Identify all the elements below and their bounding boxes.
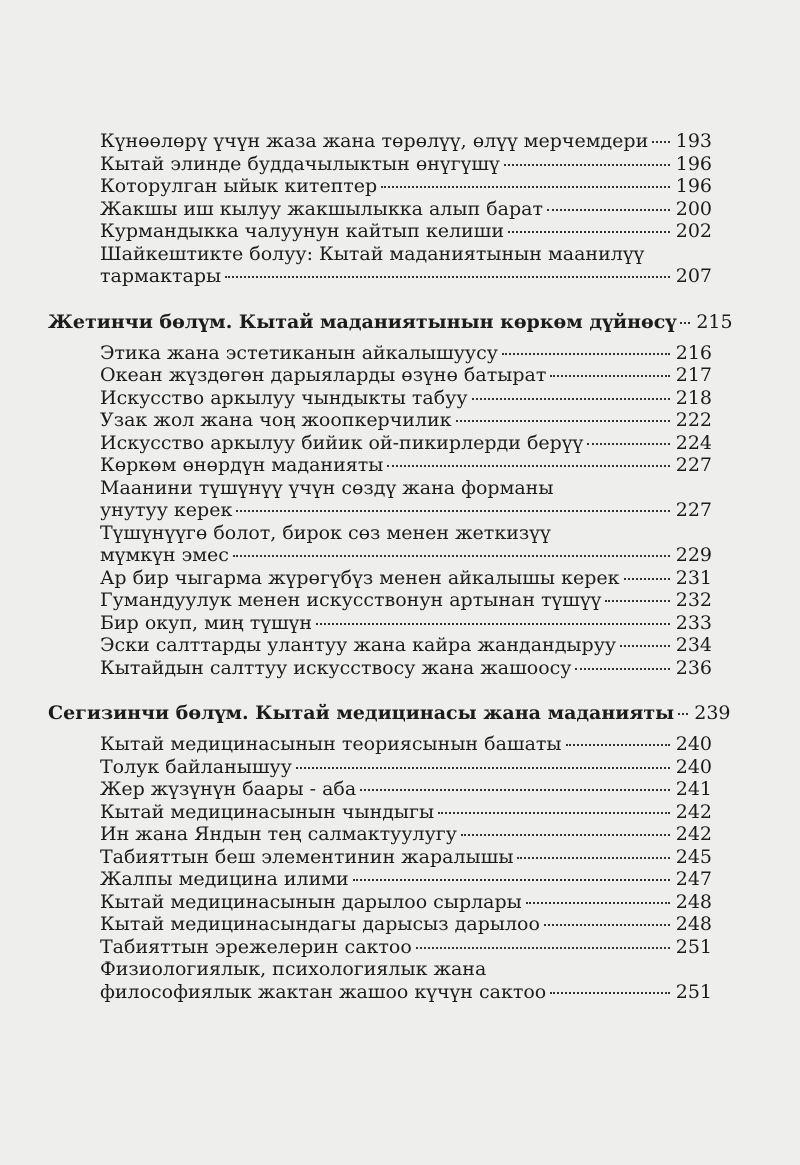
- page-number: 242: [675, 800, 712, 823]
- entry-title: унутуу керек: [100, 499, 233, 521]
- dot-leader: [550, 992, 670, 994]
- page-number: 231: [675, 566, 712, 589]
- toc-entry[interactable]: [0, 477, 800, 522]
- entry-title: Кытай медицинасындагы дарысыз дарылоо: [100, 913, 540, 935]
- page-number: 241: [675, 778, 712, 800]
- dot-leader: [504, 164, 670, 166]
- entry-title: Табияттын беш элементинин жаралышы: [100, 845, 514, 868]
- entry-title: Искусство аркылуу чындыкты табуу: [100, 386, 468, 409]
- dot-leader: [547, 209, 670, 211]
- page-number: 227: [675, 499, 712, 521]
- page-number: 236: [675, 656, 712, 679]
- dot-leader: [620, 645, 670, 647]
- toc-entry[interactable]: [0, 342, 800, 365]
- dot-leader: [526, 902, 670, 904]
- entry-title: Которулган ыйык китептер: [100, 175, 378, 197]
- entry-title: философиялык жактан жашоо күчүн сактоо: [100, 980, 547, 1003]
- section-chapter-eight: [0, 701, 800, 1003]
- dot-leader: [353, 879, 670, 881]
- entry-title: Этика жана эстетиканын айкалышуусу: [100, 341, 498, 364]
- dot-leader: [233, 555, 670, 557]
- toc-entry[interactable]: [0, 936, 800, 959]
- dot-leader: [461, 834, 670, 836]
- toc-entry[interactable]: [0, 589, 800, 612]
- toc-entry[interactable]: [0, 913, 800, 936]
- toc-entry[interactable]: [0, 958, 800, 1003]
- dot-leader: [381, 186, 670, 188]
- dot-leader: [316, 623, 670, 625]
- entry-title: Жалпы медицина илими: [100, 868, 349, 890]
- dot-leader: [587, 443, 669, 445]
- page-number: 239: [694, 702, 731, 724]
- dot-leader: [236, 510, 669, 512]
- dot-leader: [472, 398, 670, 400]
- entry-title: Ар бир чыгарма жүрөгүбүз менен айкалышы керек: [100, 566, 620, 589]
- entry-title-line: Шайкештикте болуу: Кытай маданиятынын маанилүү: [100, 242, 645, 265]
- entry-title: Искусство аркылуу бийик ой-пикирлерди берүү: [100, 431, 584, 454]
- page-number: 224: [675, 431, 712, 454]
- dot-leader: [678, 713, 688, 715]
- entry-title: Көркөм өнөрдүн маданияты: [100, 454, 384, 476]
- page-number: 232: [675, 589, 712, 611]
- dot-leader: [550, 375, 669, 377]
- page-number: 248: [675, 913, 712, 935]
- section-chapter-seven: [0, 310, 800, 680]
- toc-entry[interactable]: [0, 175, 800, 198]
- toc-entry[interactable]: [0, 243, 800, 288]
- page-number: 229: [675, 544, 712, 566]
- dot-leader: [544, 924, 670, 926]
- entry-title: Кытай элинде буддачылыктын өнүгүшү: [100, 152, 500, 175]
- dot-leader: [225, 276, 670, 278]
- entry-title: Кытай медицинасынын дарылоо сырлары: [100, 890, 522, 913]
- entry-title-line: Маанини түшүнүү үчүн сөздү жана форманы: [100, 476, 554, 499]
- chapter-title: Сегизинчи бөлүм. Кытай медицинасы жана маданияты: [48, 702, 675, 724]
- toc-entry[interactable]: [0, 612, 800, 635]
- page-number: 222: [675, 409, 712, 431]
- page-number: 240: [675, 733, 712, 755]
- dot-leader: [438, 812, 670, 814]
- entry-title: Курмандыкка чалуунун кайтып келиши: [100, 220, 505, 242]
- toc-entry[interactable]: [0, 220, 800, 243]
- dot-leader: [508, 231, 670, 233]
- dot-leader: [517, 857, 669, 859]
- page-number: 218: [675, 386, 712, 409]
- chapter-heading[interactable]: [0, 310, 800, 334]
- page-number: 251: [675, 980, 712, 1003]
- entry-title: тармактары: [100, 265, 222, 287]
- dot-leader: [387, 465, 669, 467]
- dot-leader: [502, 353, 670, 355]
- page-number: 200: [675, 197, 712, 220]
- entry-title: Кытай медицинасынын теориясынын башаты: [100, 733, 562, 755]
- entry-title: Толук байланышуу: [100, 755, 292, 778]
- dot-leader: [605, 600, 669, 602]
- entry-title: Жакшы иш кылуу жакшылыкка алып барат: [100, 197, 543, 220]
- entry-title: мүмкүн эмес: [100, 544, 229, 566]
- page-number: 217: [675, 364, 712, 386]
- page-number: 245: [675, 845, 712, 868]
- page-number: 234: [675, 634, 712, 656]
- entry-title: Узак жол жана чоң жоопкерчилик: [100, 409, 452, 431]
- page-number: 207: [675, 265, 712, 287]
- entry-title-line: Түшүнүүгө болот, бирок сөз менен жеткизүү: [100, 521, 551, 544]
- dot-leader: [624, 578, 670, 580]
- entry-title: Океан жүздөгөн дарыяларды өзүнө батырат: [100, 364, 547, 386]
- dot-leader: [575, 668, 669, 670]
- toc-entry[interactable]: [0, 432, 800, 455]
- entry-title: Жер жүзүнүн баары - аба: [100, 778, 357, 800]
- section-continued: [0, 130, 800, 288]
- entry-title: Кытай медицинасынын чындыгы: [100, 800, 435, 823]
- toc-entry[interactable]: [0, 801, 800, 824]
- page-number: 202: [675, 220, 712, 242]
- toc-entry[interactable]: [0, 130, 800, 153]
- entry-title: Эски салттарды улантуу жана кайра жандандыруу: [100, 634, 617, 656]
- page-number: 216: [675, 341, 712, 364]
- toc-entry[interactable]: [0, 567, 800, 590]
- page-number: 233: [675, 611, 712, 634]
- entry-title: Күнөөлөрү үчүн жаза жана төрөлүү, өлүү мерчемдери: [100, 130, 649, 152]
- toc-entry[interactable]: [0, 364, 800, 387]
- entry-title: Гумандуулук менен искусствонун артынан түшүү: [100, 589, 602, 611]
- entry-title: Кытайдын салттуу искусствосу жана жашоосу: [100, 656, 572, 679]
- dot-leader: [296, 767, 670, 769]
- toc-entry[interactable]: [0, 454, 800, 477]
- toc-entry[interactable]: [0, 868, 800, 891]
- toc-entry[interactable]: [0, 522, 800, 567]
- chapter-heading[interactable]: [0, 701, 800, 725]
- entry-title: Ин жана Яндын тең салмактуулугу: [100, 823, 457, 845]
- toc-entry[interactable]: [0, 153, 800, 176]
- toc-entry[interactable]: [0, 198, 800, 221]
- toc-entry[interactable]: [0, 756, 800, 779]
- page-number: 242: [675, 823, 712, 845]
- dot-leader: [652, 141, 669, 143]
- dot-leader: [456, 420, 670, 422]
- toc-entry[interactable]: [0, 846, 800, 869]
- dot-leader: [566, 744, 670, 746]
- page-number: 248: [675, 890, 712, 913]
- entry-title-line: Физиологиялык, психологиялык жана: [100, 958, 487, 980]
- table-of-contents: [0, 130, 800, 1003]
- toc-entry[interactable]: [0, 733, 800, 756]
- toc-entry[interactable]: [0, 387, 800, 410]
- dot-leader: [680, 322, 690, 324]
- page-number: 196: [675, 175, 712, 197]
- dot-leader: [360, 789, 670, 791]
- toc-entry[interactable]: [0, 778, 800, 801]
- toc-entry[interactable]: [0, 634, 800, 657]
- page-number: 247: [675, 868, 712, 890]
- toc-entry[interactable]: [0, 891, 800, 914]
- toc-entry[interactable]: [0, 657, 800, 680]
- dot-leader: [416, 947, 670, 949]
- page-number: 227: [675, 454, 712, 476]
- page-number: 196: [675, 152, 712, 175]
- toc-entry[interactable]: [0, 409, 800, 432]
- page-number: 193: [675, 130, 712, 152]
- chapter-title: Жетинчи бөлүм. Кытай маданиятынын көркөм дүйнөсү: [48, 310, 677, 333]
- page-number: 251: [675, 935, 712, 958]
- toc-entry[interactable]: [0, 823, 800, 846]
- entry-title: Табияттын эрежелерин сактоо: [100, 935, 412, 958]
- page-number: 240: [675, 755, 712, 778]
- entry-title: Бир окуп, миң түшүн: [100, 611, 313, 634]
- page-number: 215: [696, 310, 733, 333]
